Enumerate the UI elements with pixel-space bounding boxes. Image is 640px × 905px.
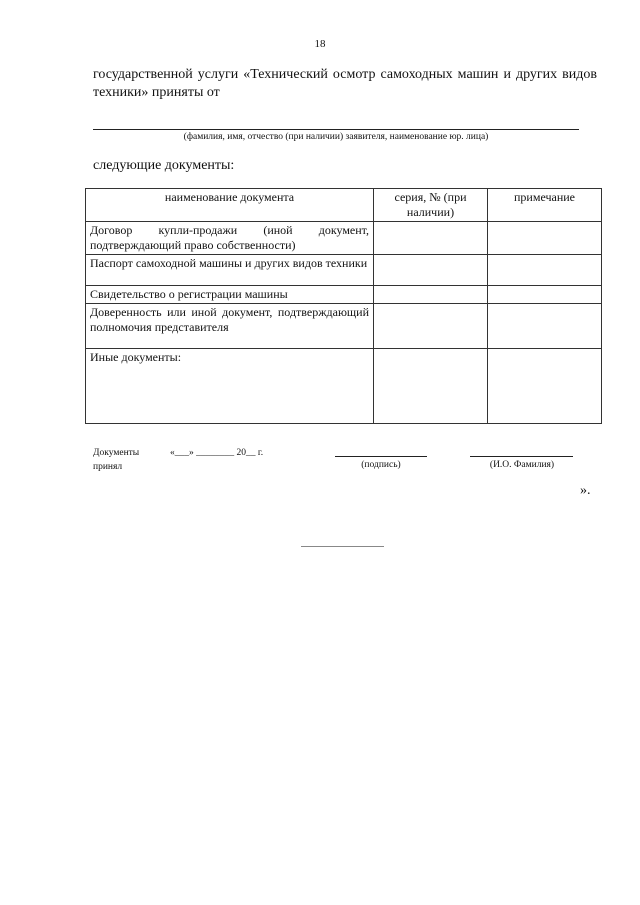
table-row — [86, 304, 602, 349]
table-header-row — [86, 189, 602, 222]
series-cell — [374, 349, 488, 424]
footer-divider — [301, 546, 384, 547]
series-cell — [374, 222, 488, 255]
note-cell — [488, 286, 602, 304]
document-name-cell: Договор купли-продажи (иной документ, подтверждающий право собственности) — [86, 222, 374, 255]
note-cell — [488, 222, 602, 255]
page-number: 18 — [314, 38, 326, 50]
applicant-fill-line — [93, 129, 579, 130]
table-row — [86, 286, 602, 304]
acceptance-date-field: «___» ________ 20__ г. — [170, 448, 264, 458]
series-cell — [374, 304, 488, 349]
name-line — [470, 456, 573, 457]
series-cell — [374, 286, 488, 304]
document-name-cell: Доверенность или иной документ, подтверждающий полномочия представителя — [86, 304, 374, 349]
document-name-cell: Паспорт самоходной машины и других видов техники — [86, 255, 374, 286]
documents-accepted-label: Документы принял — [93, 448, 140, 472]
note-cell — [488, 304, 602, 349]
note-cell — [488, 349, 602, 424]
signature-caption: (подпись) — [361, 460, 401, 470]
name-caption: (И.О. Фамилия) — [489, 460, 555, 470]
document-name-cell: Свидетельство о регистрации машины — [86, 286, 374, 304]
intro-paragraph: государственной услуги «Технический осмотр самоходных машин и других видов техники» приняты от — [93, 67, 597, 100]
table-row — [86, 349, 602, 424]
table-row — [86, 255, 602, 286]
following-documents-heading: следующие документы: — [93, 158, 235, 173]
closing-quote-mark: ». — [580, 483, 591, 498]
signature-line — [335, 456, 427, 457]
applicant-caption: (фамилия, имя, отчество (при наличии) заявителя, наименование юр. лица) — [183, 132, 489, 142]
series-cell — [374, 255, 488, 286]
document-name-cell: Иные документы: — [86, 349, 374, 424]
table-row — [86, 222, 602, 255]
header-document-name: наименование документа — [86, 189, 374, 222]
header-series-number: серия, № (при наличии) — [374, 189, 488, 222]
note-cell — [488, 255, 602, 286]
header-note: примечание — [488, 189, 602, 222]
documents-table — [85, 188, 602, 424]
